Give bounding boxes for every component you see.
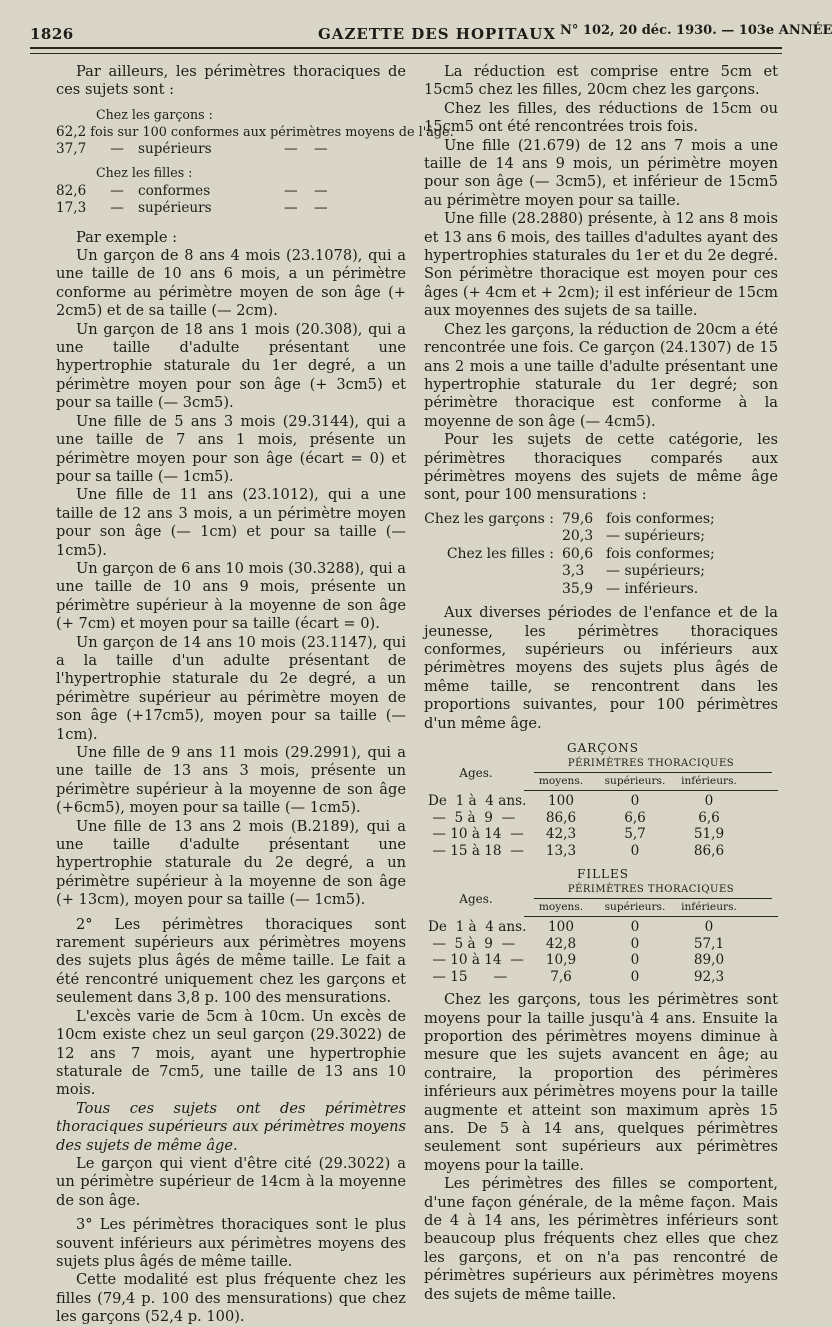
- column-header: supérieurs.: [604, 901, 666, 914]
- table-cell: 6,6: [698, 809, 720, 826]
- ditto-mark: —: [110, 141, 124, 158]
- paragraph: Le garçon qui vient d'être cité (29.3022) a un périmètre supérieur de 14cm à la moyenne de son âge.: [56, 1154, 406, 1209]
- stat-row: [424, 563, 778, 581]
- table-cell: 7,6: [550, 968, 572, 985]
- example-paragraph: Un garçon de 8 ans 4 mois (23.1078), qui a une taille de 10 ans 6 mois, a un périmètre conforme au périmètre moyen de son âge (+ 2cm5) et de sa taille (— 2cm).: [56, 247, 406, 320]
- ages-header: Ages.: [459, 766, 493, 781]
- stat-group: [424, 563, 562, 581]
- perimeter-group-title: PÉRIMÈTRES THORACIQUES: [567, 758, 735, 770]
- table-row: [428, 793, 778, 810]
- example-paragraph: Une fille de 11 ans (23.1012), qui a une taille de 12 ans 3 mois, a un périmètre moyen pour son âge (— 1cm) et pour sa taille (— 1cm5).: [56, 486, 406, 559]
- table-row: [428, 843, 778, 860]
- stat-value: 35,9: [562, 580, 594, 597]
- stat-row: [56, 124, 454, 141]
- stat-word: conformes: [138, 182, 211, 199]
- stat-value: 62,2: [56, 124, 87, 141]
- ditto-mark: —: [110, 199, 124, 216]
- stat-row: [56, 141, 406, 158]
- table-title: FILLES: [577, 867, 629, 882]
- example-paragraph: Une fille de 13 ans 2 mois (B.2189), qui a une taille d'adulte présentant une hypertrophie staturale du 2e degré, a un périmètre supérieur à la moyenne de son âge (+ 13cm), moyen pour sa taille (— 1cm5).: [56, 817, 406, 909]
- stat-row: [424, 528, 778, 546]
- ditto-mark: —: [284, 199, 298, 216]
- journal-title: GAZETTE DES HOPITAUX: [318, 25, 557, 43]
- paragraph: Par ailleurs, les périmètres thoraciques de ces sujets sont :: [56, 63, 406, 99]
- column-header: moyens.: [538, 901, 584, 914]
- ditto-mark: —: [110, 182, 124, 199]
- example-paragraph: Une fille de 9 ans 11 mois (29.2991), qui a une taille de 13 ans 3 mois, présente un périmètre supérieur à la moyenne de son âge (+6cm5), moyen pour sa taille (— 1cm5).: [56, 744, 406, 817]
- age-cell: — 15 —: [428, 968, 508, 985]
- header-rule: [534, 772, 772, 773]
- table-row: [428, 936, 778, 953]
- table-header: [428, 885, 778, 915]
- table-row: [428, 810, 778, 827]
- page-number: 1826: [30, 25, 74, 43]
- age-cell: — 10 à 14 —: [428, 826, 524, 843]
- stat-group: Chez les filles :: [446, 545, 554, 562]
- ages-header: Ages.: [459, 892, 493, 907]
- column-header: inférieurs.: [681, 901, 737, 914]
- example-paragraph: Un garçon de 18 ans 1 mois (20.308), qui a une taille d'adulte présentant une hypertrophie staturale du 1er degré, a un périmètre moyen pour son âge (+ 3cm5) et pour sa taille (— 3cm5).: [56, 320, 406, 412]
- paragraph: Les périmètres des filles se comportent, d'une façon générale, de la même façon. Mais de 4 à 14 ans, les périmètres inférieurs sont beaucoup plus fréquents chez elles que chez les garçons, et on n'a pas rencontré de périmètres supérieurs aux périmètres moyens des sujets de même taille.: [424, 1175, 778, 1303]
- perimeter-group-title: PÉRIMÈTRES THORACIQUES: [567, 884, 735, 896]
- paragraph: Une fille (21.679) de 12 ans 7 mois a une taille de 14 ans 9 mois, un périmètre moyen pour son âge (— 3cm5), et inférieur de 15cm5 au périmètre moyen pour sa taille.: [424, 136, 778, 209]
- stat-group: [424, 528, 562, 546]
- stat-row: [424, 581, 778, 599]
- ditto-mark: —: [314, 182, 328, 199]
- paragraph: 3° Les périmètres thoraciques sont le plus souvent inférieurs aux périmètres moyens des sujets plus âgés de même taille.: [56, 1216, 406, 1270]
- paragraph: Une fille (28.2880) présente, à 12 ans 8 mois et 13 ans 6 mois, des tailles d'adultes ayant des hypertrophies staturales du 1er et du 2e degré. Son périmètre thoracique est moyen pour ces âges (+ 4cm et + 2cm); il est inférieur de 15cm aux moyennes des sujets de sa taille.: [424, 210, 778, 320]
- table-row: [428, 826, 778, 843]
- table-rule: [524, 916, 778, 917]
- stat-text: fois conformes;: [606, 510, 715, 527]
- paragraph: L'excès varie de 5cm à 10cm. Un excès de 10cm existe chez un seul garçon (29.3022) de 12 ans 7 mois, ayant une hypertrophie staturale de 7cm5, une taille de 13 ans 10 mois.: [56, 1007, 406, 1099]
- page-header: [0, 0, 832, 56]
- table-header: [428, 759, 778, 789]
- stat-value: 37,7: [56, 141, 87, 158]
- table-row: [428, 969, 778, 986]
- stat-row: [56, 183, 406, 200]
- stat-group: Chez les garçons :: [424, 510, 554, 527]
- stat-group: [424, 581, 562, 599]
- paragraph: Tous ces sujets ont des périmètres thoraciques supérieurs aux périmètres moyens des sujets de même âge.: [56, 1099, 406, 1154]
- stat-text: — supérieurs;: [606, 528, 705, 545]
- stat-text: fois sur 100 conformes aux périmètres moyens de l'âge.: [90, 125, 454, 141]
- table-cell: 100: [548, 919, 574, 936]
- table-cell: 0: [630, 793, 640, 810]
- table-cell: 0: [630, 952, 640, 969]
- paragraph: Chez les garçons, la réduction de 20cm a été rencontrée une fois. Ce garçon (24.1307) de 15 ans 2 mois a une taille d'adulte présentant une hypertrophie staturale du 1er degré; son périmètre thoracique est conforme à la moyenne de son âge (— 4cm5).: [424, 320, 778, 430]
- column-header: inférieurs.: [681, 775, 737, 788]
- paragraph: La réduction est comprise entre 5cm et 15cm5 chez les filles, 20cm chez les garçons.: [424, 63, 778, 99]
- table-cell: 0: [630, 842, 640, 859]
- age-cell: — 10 à 14 —: [428, 952, 524, 969]
- paragraph: Aux diverses périodes de l'enfance et de la jeunesse, les périmètres thoraciques conformes, supérieurs ou inférieurs aux périmètres moyens des sujets plus âgés de même taille, se rencontrent dans les proportions suivantes, pour 100 périmètres d'un même âge.: [424, 604, 778, 732]
- stat-row: [424, 546, 778, 564]
- paragraph: Cette modalité est plus fréquente chez les filles (79,4 p. 100 des mensurations) que chez les garçons (52,4 p. 100).: [56, 1271, 406, 1326]
- stat-value: 82,6: [56, 182, 87, 199]
- age-cell: De 1 à 4 ans.: [428, 793, 527, 810]
- stat-row: [56, 200, 406, 217]
- right-column: [424, 63, 778, 1304]
- table-row: [428, 952, 778, 969]
- table-garcons: [428, 741, 778, 859]
- ditto-mark: —: [314, 141, 328, 158]
- age-cell: — 15 à 18 —: [428, 842, 524, 859]
- stat-text: — supérieurs;: [606, 563, 705, 580]
- example-paragraph: Une fille de 5 ans 3 mois (29.3144), qui a une taille de 7 ans 1 mois, présente un périmètre moyen pour son âge (écart = 0) et pour sa taille (— 1cm5).: [56, 412, 406, 485]
- table-title: GARÇONS: [566, 741, 640, 756]
- subheading-garcons: Chez les garçons :: [96, 106, 213, 122]
- paragraph: Pour les sujets de cette catégorie, les périmètres thoraciques comparés aux périmètres moyens des sujets de même âge sont, pour 100 mensurations :: [424, 431, 778, 504]
- table-cell: 100: [548, 793, 574, 810]
- column-header: supérieurs.: [604, 775, 666, 788]
- perimeter-header: [524, 882, 778, 915]
- table-cell: 51,9: [693, 826, 725, 843]
- table-cell: 0: [704, 919, 714, 936]
- paragraph: Chez les filles, des réductions de 15cm ou 15cm5 ont été rencontrées trois fois.: [424, 99, 778, 136]
- table-cell: 89,0: [693, 952, 725, 969]
- table-cell: 0: [704, 793, 714, 810]
- ditto-mark: —: [284, 182, 298, 199]
- age-cell: De 1 à 4 ans.: [428, 919, 527, 936]
- table-cell: 42,8: [545, 935, 577, 952]
- left-column: [56, 63, 454, 1327]
- ditto-mark: —: [284, 141, 298, 158]
- header-rule-thin: [30, 53, 782, 54]
- column-headers: [524, 900, 778, 915]
- table-cell: 57,1: [693, 935, 725, 952]
- stat-word: supérieurs: [138, 199, 212, 216]
- table-rule: [524, 790, 778, 791]
- example-paragraph: Un garçon de 6 ans 10 mois (30.3288), qui a une taille de 10 ans 9 mois, présente un périmètre supérieur à la moyenne de son âge (+ 7cm) et moyen pour sa taille (écart = 0).: [56, 559, 406, 633]
- stat-text: fois conformes;: [606, 545, 715, 562]
- perimeter-header: [524, 756, 778, 789]
- table-cell: 13,3: [545, 842, 577, 859]
- header-rule: [30, 47, 782, 49]
- stat-value: 60,6: [562, 545, 594, 562]
- paragraph: 2° Les périmètres thoraciques sont rarement supérieurs aux périmètres moyens des sujets plus âgés de même taille. Le fait a été rencontré uniquement chez les garçons et seulement dans 3,8 p. 100 des mensurations.: [56, 915, 406, 1007]
- stat-value: 3,3: [562, 563, 585, 580]
- table-filles: [428, 867, 778, 985]
- stat-word: supérieurs: [138, 141, 212, 158]
- table-cell: 10,9: [545, 952, 577, 969]
- example-paragraph: Un garçon de 14 ans 10 mois (23.1147), qui a la taille d'un adulte présentant de l'hypertrophie staturale du 2e degré, a un périmètre supérieur au périmètre moyen de son âge (+17cm5), moyen pour sa taille (— 1cm).: [56, 633, 406, 743]
- age-cell: — 5 à 9 —: [428, 935, 516, 952]
- table-cell: 6,6: [624, 809, 646, 826]
- table-cell: 0: [630, 935, 640, 952]
- stat-row: [424, 511, 778, 529]
- age-cell: — 5 à 9 —: [428, 809, 516, 826]
- ditto-mark: —: [314, 199, 328, 216]
- table-cell: 0: [630, 968, 640, 985]
- stat-value: 17,3: [56, 199, 87, 216]
- issue-line: N° 102, 20 déc. 1930. — 103e ANNÉE: [560, 23, 832, 38]
- table-cell: 86,6: [545, 809, 577, 826]
- paragraph: Par exemple :: [76, 228, 178, 246]
- table-cell: 0: [630, 919, 640, 936]
- table-cell: 86,6: [693, 842, 725, 859]
- table-row: [428, 919, 778, 936]
- column-headers: [524, 774, 778, 789]
- subheading-filles: Chez les filles :: [96, 165, 193, 181]
- paragraph: Chez les garçons, tous les périmètres sont moyens pour la taille jusqu'à 4 ans. Ensuite la proportion des périmètres moyens diminue à mesure que les sujets avancent en âge; au contraire, la proportion des périmères inférieurs aux périmètres moyens pour la taille augmente et atteint son maximum après 15 ans. De 5 à 14 ans, quelques périmètres seulement sont supérieurs aux périmètres moyens pour la taille.: [424, 991, 778, 1174]
- table-cell: 42,3: [545, 826, 577, 843]
- stat-value: 20,3: [562, 528, 594, 545]
- column-header: moyens.: [538, 775, 584, 788]
- table-cell: 92,3: [693, 968, 725, 985]
- header-rule: [534, 898, 772, 899]
- stat-text: — inférieurs.: [606, 580, 699, 597]
- stat-value: 79,6: [562, 510, 594, 527]
- table-cell: 5,7: [624, 826, 646, 843]
